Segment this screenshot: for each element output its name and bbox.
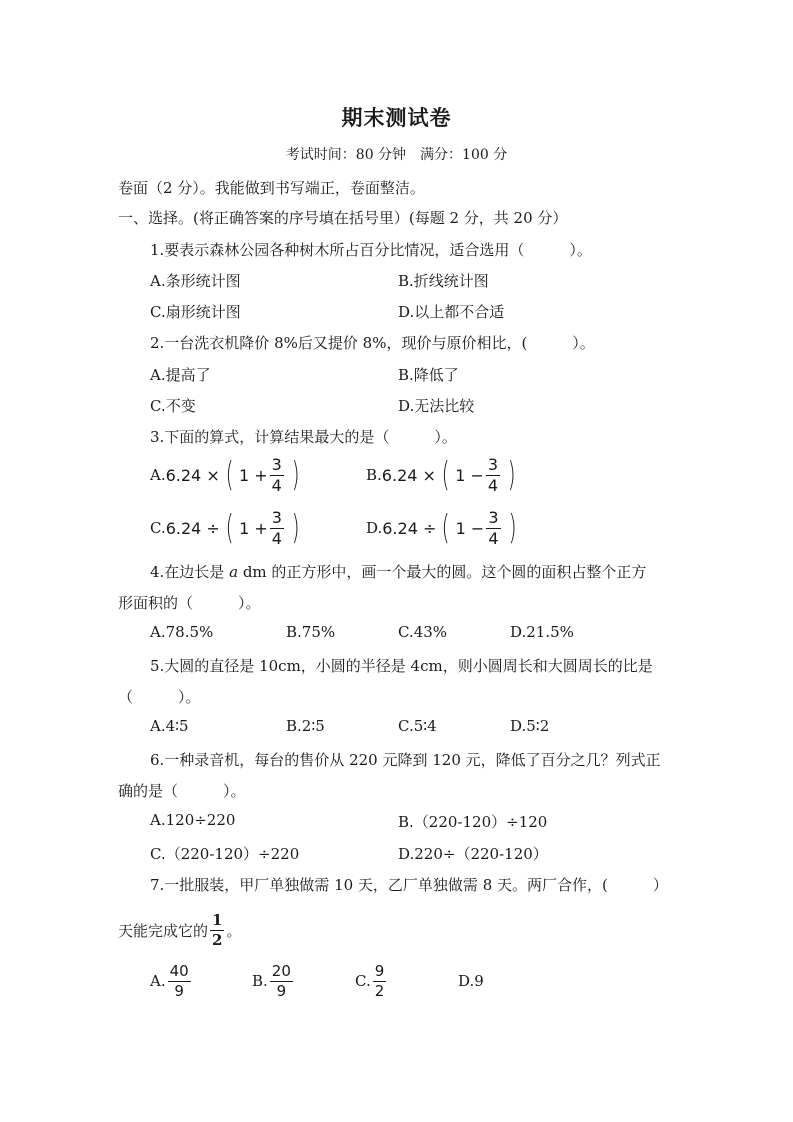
q5-stem-line2: （ ）。 xyxy=(118,688,201,706)
fraction: $\frac{3}{4}$ xyxy=(487,454,499,495)
left-paren: ( xyxy=(225,455,234,495)
q7-option-b[interactable] xyxy=(252,960,295,1002)
q7-option-b-label: B. xyxy=(252,972,268,990)
exam-info: 考试时间：80 分钟 满分：100 分 xyxy=(285,147,508,163)
q4-option-a[interactable]: A.78.5% xyxy=(150,623,214,641)
fraction: 20 9 xyxy=(271,961,291,1000)
q7-option-a-label: A. xyxy=(150,972,166,990)
q2-option-c[interactable]: C.不变 xyxy=(150,397,196,415)
page-title: 期末测试卷 xyxy=(341,105,452,130)
q5-stem-line1: 5.大圆的直径是 10cm，小圆的半径是 4cm，则小圆周长和大圆周长的比是 xyxy=(150,657,653,675)
q7-stem-line2: 天能完成它的 1 2 。 xyxy=(118,910,242,949)
q3-option-d-label: D. xyxy=(366,519,383,537)
q3-option-b[interactable] xyxy=(366,452,521,498)
q1-option-c[interactable]: C.扇形统计图 xyxy=(150,303,241,321)
q4-option-c[interactable]: C.43% xyxy=(398,623,448,641)
q3-stem: 3.下面的算式，计算结果最大的是（ ）。 xyxy=(150,428,457,446)
q4-stem-line2: 形面积的（ ）。 xyxy=(118,594,261,612)
q3-option-d[interactable] xyxy=(366,505,522,551)
q3-d-left: 6.24 ÷ xyxy=(382,518,437,538)
q2-stem: 2.一台洗衣机降价 8%后又提价 8%，现价与原价相比，( ）。 xyxy=(150,334,595,352)
left-paren: ( xyxy=(225,508,234,548)
q6-option-b[interactable]: B.（220-120）÷120 xyxy=(398,813,548,831)
q5-option-a[interactable]: A.4∶5 xyxy=(150,717,189,735)
right-paren: ) xyxy=(508,508,517,548)
fraction: $\frac{3}{4}$ xyxy=(271,454,282,495)
q1-stem: 1.要表示森林公园各种树木所占百分比情况，适合选用（ ）。 xyxy=(150,241,592,259)
q1-option-b[interactable]: B.折线统计图 xyxy=(398,272,489,290)
q1-option-d[interactable]: D.以上都不合适 xyxy=(398,303,505,321)
q6-option-d[interactable]: D.220÷（220-120） xyxy=(398,845,548,863)
q5-option-c[interactable]: C.5∶4 xyxy=(398,717,437,735)
q3-option-c[interactable] xyxy=(150,505,305,551)
left-paren: ( xyxy=(442,508,451,548)
right-paren: ) xyxy=(507,455,516,495)
right-paren: ) xyxy=(291,508,300,548)
q6-stem-line2: 确的是（ ）。 xyxy=(118,782,246,800)
section1-heading: 一、选择。(将正确答案的序号填在括号里）(每题 2 分，共 20 分） xyxy=(118,209,568,227)
left-paren: ( xyxy=(441,455,450,495)
q3-b-op: 1 − xyxy=(455,465,484,485)
q7-option-d[interactable]: D.9 xyxy=(458,972,484,990)
right-paren: ) xyxy=(291,455,300,495)
q7-stem-line1: 7.一批服装，甲厂单独做需 10 天，乙厂单独做需 8 天。两厂合作，( ） xyxy=(150,876,668,894)
neatness-note: 卷面（2 分）。我能做到书写端正，卷面整洁。 xyxy=(118,179,425,197)
q3-a-left: 6.24 × xyxy=(165,465,220,485)
variable-a: a xyxy=(229,563,239,581)
q5-option-d[interactable]: D.5∶2 xyxy=(510,717,550,735)
fraction: 9 2 xyxy=(374,961,385,1000)
q3-option-a[interactable] xyxy=(150,452,305,498)
q3-b-left: 6.24 × xyxy=(381,465,436,485)
q3-option-b-label: B. xyxy=(366,466,382,484)
q5-option-b[interactable]: B.2∶5 xyxy=(286,717,325,735)
q3-c-op: 1 + xyxy=(239,518,268,538)
fraction: 40 9 xyxy=(169,961,189,1000)
q4-option-b[interactable]: B.75% xyxy=(286,623,336,641)
q2-option-a[interactable]: A.提高了 xyxy=(150,366,211,384)
q6-stem-line1: 6.一种录音机，每台的售价从 220 元降到 120 元，降低了百分之几？列式正 xyxy=(150,751,661,769)
q6-option-c[interactable]: C.（220-120）÷220 xyxy=(150,845,300,863)
q3-a-op: 1 + xyxy=(239,465,268,485)
q3-d-op: 1 − xyxy=(455,518,485,538)
q4-option-d[interactable]: D.21.5% xyxy=(510,623,574,641)
q3-option-c-label: C. xyxy=(150,519,166,537)
q3-c-left: 6.24 ÷ xyxy=(165,518,220,538)
q7-option-c-label: C. xyxy=(355,972,371,990)
q1-option-a[interactable]: A.条形统计图 xyxy=(150,272,241,290)
fraction: $\frac{3}{4}$ xyxy=(488,507,499,548)
fraction: $\frac{3}{4}$ xyxy=(271,507,282,548)
q7-option-a[interactable] xyxy=(150,960,193,1002)
q3-option-a-label: A. xyxy=(150,466,166,484)
q2-option-d[interactable]: D.无法比较 xyxy=(398,397,475,415)
q7-option-c[interactable] xyxy=(355,960,388,1002)
q2-option-b[interactable]: B.降低了 xyxy=(398,366,459,384)
q6-option-a[interactable]: A.120÷220 xyxy=(150,811,236,829)
fraction-one-half: 1 2 xyxy=(212,910,223,949)
q4-stem-line1: 4.在边长是 a dm 的正方形中，画一个最大的圆。这个圆的面积占整个正方 xyxy=(150,563,647,581)
